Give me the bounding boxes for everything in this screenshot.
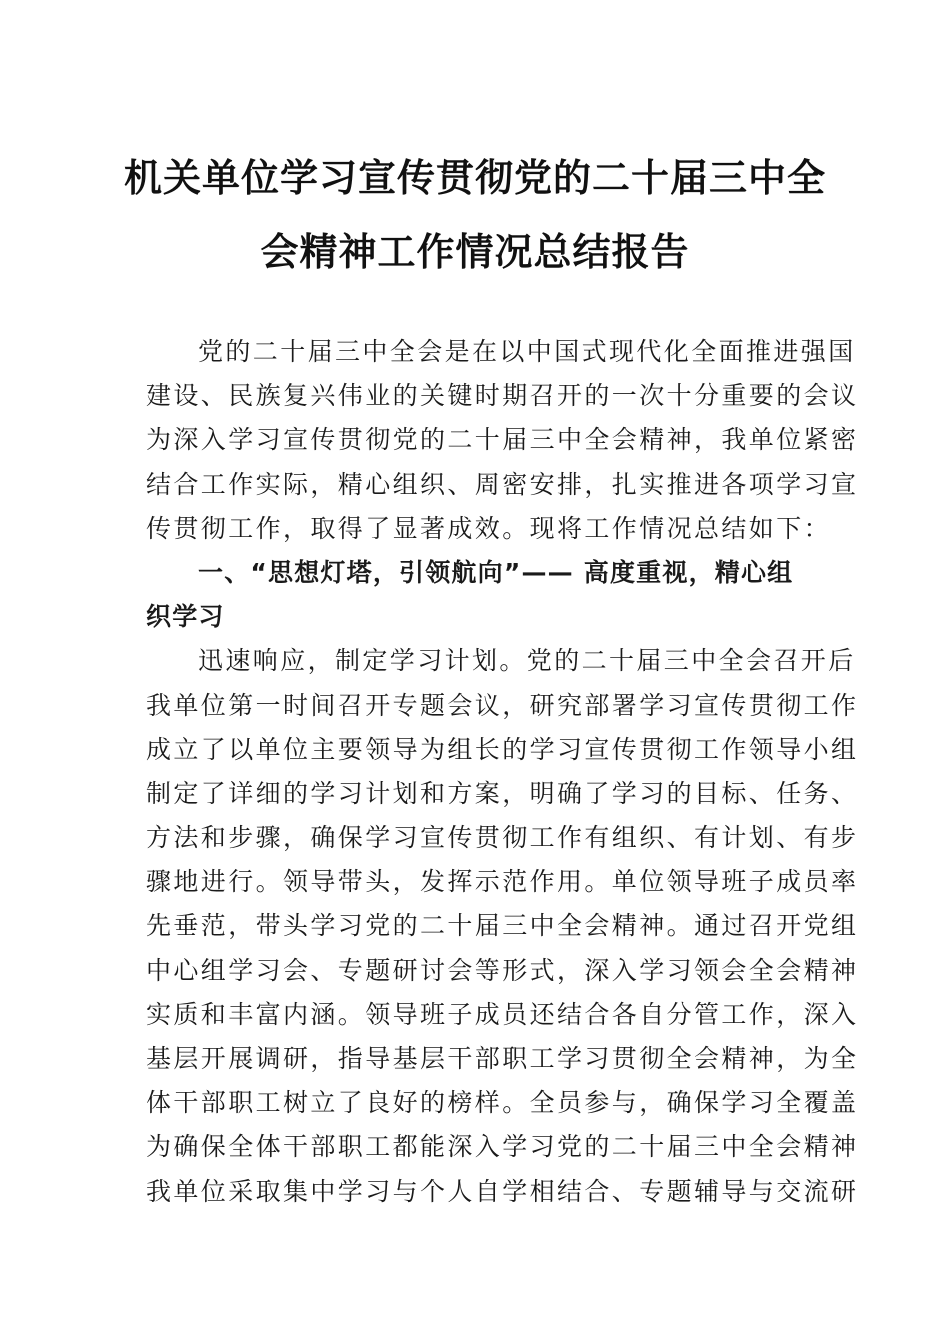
paragraph-line: 方法和步骤，确保学习宣传贯彻工作有组织、有计划、有步: [146, 823, 859, 853]
paragraph-line: 结合工作实际，精心组织、周密安排，扎实推进各项学习宣: [146, 469, 859, 499]
paragraph-line: 我单位第一时间召开专题会议，研究部署学习宣传贯彻工作: [146, 690, 859, 720]
document-title: [120, 155, 830, 274]
paragraph-line: 体干部职工树立了良好的榜样。全员参与，确保学习全覆盖: [146, 1088, 859, 1118]
paragraph-line: 制定了详细的学习计划和方案，明确了学习的目标、任务、: [146, 778, 859, 808]
paragraph-line: 我单位采取集中学习与个人自学相结合、专题辅导与交流研: [146, 1176, 859, 1206]
title-line: 会精神工作情况总结报告: [260, 229, 690, 274]
paragraph-line: 先垂范，带头学习党的二十届三中全会精神。通过召开党组: [146, 911, 859, 941]
paragraph-line: 中心组学习会、专题研讨会等形式，深入学习领会全会精神: [146, 955, 859, 985]
paragraph-line: 实质和丰富内涵。领导班子成员还结合各自分管工作，深入: [146, 999, 859, 1029]
paragraph-line: 为深入学习宣传贯彻党的二十届三中全会精神，我单位紧密: [146, 425, 859, 455]
paragraph-line: 成立了以单位主要领导为组长的学习宣传贯彻工作领导小组: [146, 734, 859, 764]
document-body: [146, 330, 859, 1214]
title-line: 机关单位学习宣传贯彻党的二十届三中全: [123, 155, 826, 200]
section-heading: 一、“思想灯塔，引领航向”—— 高度重视，精心组: [198, 557, 794, 587]
paragraph-line: 为确保全体干部职工都能深入学习党的二十届三中全会精神: [146, 1132, 859, 1162]
section-heading: 织学习: [146, 602, 225, 632]
paragraph-line: 传贯彻工作，取得了显著成效。现将工作情况总结如下：: [146, 513, 832, 543]
paragraph-line: 迅速响应，制定学习计划。党的二十届三中全会召开后: [198, 646, 856, 676]
paragraph-line: 建设、民族复兴伟业的关键时期召开的一次十分重要的会议: [146, 381, 859, 411]
paragraph-line: 骤地进行。领导带头，发挥示范作用。单位领导班子成员率: [146, 867, 859, 897]
paragraph-line: 基层开展调研，指导基层干部职工学习贯彻全会精神，为全: [146, 1044, 859, 1073]
paragraph-line: 党的二十届三中全会是在以中国式现代化全面推进强国: [198, 337, 856, 366]
